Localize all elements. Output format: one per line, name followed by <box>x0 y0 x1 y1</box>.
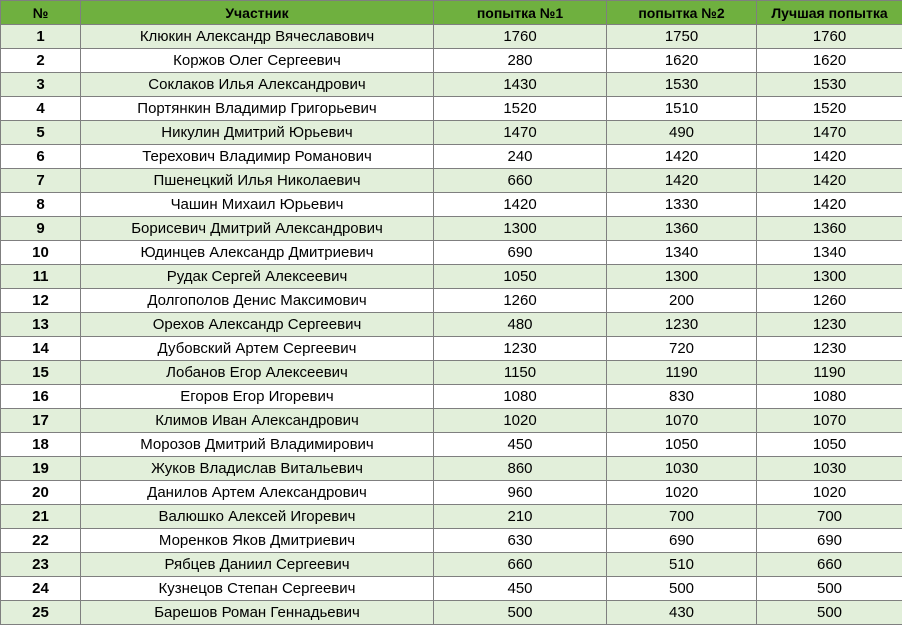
participant-name: Рябцев Даниил Сергеевич <box>81 553 434 577</box>
header-number: № <box>1 1 81 25</box>
row-number: 22 <box>1 529 81 553</box>
table-row <box>1 73 902 97</box>
table-row <box>1 289 902 313</box>
table-row <box>1 385 902 409</box>
table-header <box>1 1 902 25</box>
table-row <box>1 577 902 601</box>
attempt-2-score: 430 <box>607 601 757 625</box>
best-attempt-score: 1070 <box>757 409 902 433</box>
attempt-2-score: 1620 <box>607 49 757 73</box>
best-attempt-score: 1420 <box>757 145 902 169</box>
best-attempt-score: 1300 <box>757 265 902 289</box>
attempt-2-score: 1020 <box>607 481 757 505</box>
row-number: 13 <box>1 313 81 337</box>
attempt-1-score: 1760 <box>434 25 607 49</box>
attempt-2-score: 1420 <box>607 169 757 193</box>
best-attempt-score: 500 <box>757 577 902 601</box>
table-row <box>1 529 902 553</box>
attempt-2-score: 830 <box>607 385 757 409</box>
attempt-1-score: 240 <box>434 145 607 169</box>
best-attempt-score: 1030 <box>757 457 902 481</box>
row-number: 15 <box>1 361 81 385</box>
best-attempt-score: 1420 <box>757 193 902 217</box>
attempt-1-score: 450 <box>434 577 607 601</box>
table-row <box>1 313 902 337</box>
attempt-2-score: 1750 <box>607 25 757 49</box>
participant-name: Лобанов Егор Алексеевич <box>81 361 434 385</box>
attempt-2-score: 1300 <box>607 265 757 289</box>
attempt-1-score: 660 <box>434 169 607 193</box>
attempt-1-score: 1050 <box>434 265 607 289</box>
table-row <box>1 241 902 265</box>
participant-name: Барешов Роман Геннадьевич <box>81 601 434 625</box>
table-row <box>1 601 902 625</box>
row-number: 21 <box>1 505 81 529</box>
table-row <box>1 49 902 73</box>
attempt-2-score: 500 <box>607 577 757 601</box>
best-attempt-score: 690 <box>757 529 902 553</box>
attempt-1-score: 1470 <box>434 121 607 145</box>
attempt-1-score: 860 <box>434 457 607 481</box>
attempt-1-score: 1430 <box>434 73 607 97</box>
attempt-2-score: 720 <box>607 337 757 361</box>
attempt-2-score: 1360 <box>607 217 757 241</box>
attempt-1-score: 1230 <box>434 337 607 361</box>
participant-name: Соклаков Илья Александрович <box>81 73 434 97</box>
table-row <box>1 265 902 289</box>
best-attempt-score: 700 <box>757 505 902 529</box>
attempt-2-score: 1030 <box>607 457 757 481</box>
best-attempt-score: 1080 <box>757 385 902 409</box>
row-number: 25 <box>1 601 81 625</box>
participant-name: Пшенецкий Илья Николаевич <box>81 169 434 193</box>
table-row <box>1 97 902 121</box>
table-row <box>1 337 902 361</box>
row-number: 3 <box>1 73 81 97</box>
participant-name: Валюшко Алексей Игоревич <box>81 505 434 529</box>
attempt-2-score: 1070 <box>607 409 757 433</box>
attempt-2-score: 1330 <box>607 193 757 217</box>
attempt-1-score: 450 <box>434 433 607 457</box>
participant-name: Коржов Олег Сергеевич <box>81 49 434 73</box>
table-row <box>1 25 902 49</box>
row-number: 9 <box>1 217 81 241</box>
row-number: 19 <box>1 457 81 481</box>
table-row <box>1 505 902 529</box>
best-attempt-score: 660 <box>757 553 902 577</box>
table-row <box>1 433 902 457</box>
row-number: 23 <box>1 553 81 577</box>
attempt-1-score: 1080 <box>434 385 607 409</box>
attempt-2-score: 700 <box>607 505 757 529</box>
row-number: 6 <box>1 145 81 169</box>
attempt-1-score: 1150 <box>434 361 607 385</box>
attempt-2-score: 1190 <box>607 361 757 385</box>
participant-name: Чашин Михаил Юрьевич <box>81 193 434 217</box>
participant-name: Кузнецов Степан Сергеевич <box>81 577 434 601</box>
table-row <box>1 169 902 193</box>
best-attempt-score: 1420 <box>757 169 902 193</box>
table-row <box>1 217 902 241</box>
header-best-attempt: Лучшая попытка <box>757 1 902 25</box>
table-row <box>1 553 902 577</box>
table-row <box>1 193 902 217</box>
participant-name: Портянкин Владимир Григорьевич <box>81 97 434 121</box>
row-number: 24 <box>1 577 81 601</box>
header-participant: Участник <box>81 1 434 25</box>
table-row <box>1 145 902 169</box>
table-body <box>1 25 902 625</box>
participant-name: Моренков Яков Дмитриевич <box>81 529 434 553</box>
attempt-1-score: 1020 <box>434 409 607 433</box>
best-attempt-score: 1050 <box>757 433 902 457</box>
participant-name: Морозов Дмитрий Владимирович <box>81 433 434 457</box>
participant-name: Борисевич Дмитрий Александрович <box>81 217 434 241</box>
row-number: 11 <box>1 265 81 289</box>
participant-name: Никулин Дмитрий Юрьевич <box>81 121 434 145</box>
row-number: 20 <box>1 481 81 505</box>
attempt-1-score: 1300 <box>434 217 607 241</box>
table-row <box>1 409 902 433</box>
attempt-1-score: 1520 <box>434 97 607 121</box>
attempt-2-score: 1050 <box>607 433 757 457</box>
row-number: 1 <box>1 25 81 49</box>
attempt-1-score: 660 <box>434 553 607 577</box>
attempt-2-score: 1230 <box>607 313 757 337</box>
row-number: 8 <box>1 193 81 217</box>
participant-name: Орехов Александр Сергеевич <box>81 313 434 337</box>
participant-name: Климов Иван Александрович <box>81 409 434 433</box>
best-attempt-score: 1230 <box>757 313 902 337</box>
attempt-1-score: 630 <box>434 529 607 553</box>
row-number: 4 <box>1 97 81 121</box>
row-number: 2 <box>1 49 81 73</box>
best-attempt-score: 1360 <box>757 217 902 241</box>
participant-name: Егоров Егор Игоревич <box>81 385 434 409</box>
row-number: 5 <box>1 121 81 145</box>
best-attempt-score: 1190 <box>757 361 902 385</box>
attempt-2-score: 690 <box>607 529 757 553</box>
attempt-1-score: 480 <box>434 313 607 337</box>
row-number: 16 <box>1 385 81 409</box>
attempt-1-score: 1420 <box>434 193 607 217</box>
table-row <box>1 481 902 505</box>
row-number: 7 <box>1 169 81 193</box>
attempt-2-score: 1340 <box>607 241 757 265</box>
best-attempt-score: 1530 <box>757 73 902 97</box>
header-row <box>1 1 902 25</box>
table-row <box>1 457 902 481</box>
best-attempt-score: 1470 <box>757 121 902 145</box>
attempt-2-score: 490 <box>607 121 757 145</box>
attempt-2-score: 510 <box>607 553 757 577</box>
participant-name: Дубовский Артем Сергеевич <box>81 337 434 361</box>
best-attempt-score: 1760 <box>757 25 902 49</box>
best-attempt-score: 1340 <box>757 241 902 265</box>
best-attempt-score: 1520 <box>757 97 902 121</box>
participant-name: Клюкин Александр Вячеславович <box>81 25 434 49</box>
best-attempt-score: 500 <box>757 601 902 625</box>
attempt-2-score: 200 <box>607 289 757 313</box>
attempt-1-score: 210 <box>434 505 607 529</box>
row-number: 17 <box>1 409 81 433</box>
attempt-1-score: 1260 <box>434 289 607 313</box>
header-attempt-2: попытка №2 <box>607 1 757 25</box>
attempt-2-score: 1510 <box>607 97 757 121</box>
attempt-2-score: 1420 <box>607 145 757 169</box>
table-row <box>1 121 902 145</box>
row-number: 14 <box>1 337 81 361</box>
participant-name: Терехович Владимир Романович <box>81 145 434 169</box>
participant-name: Данилов Артем Александрович <box>81 481 434 505</box>
best-attempt-score: 1260 <box>757 289 902 313</box>
best-attempt-score: 1230 <box>757 337 902 361</box>
attempt-1-score: 280 <box>434 49 607 73</box>
participant-name: Рудак Сергей Алексеевич <box>81 265 434 289</box>
attempt-2-score: 1530 <box>607 73 757 97</box>
row-number: 12 <box>1 289 81 313</box>
attempt-1-score: 500 <box>434 601 607 625</box>
header-attempt-1: попытка №1 <box>434 1 607 25</box>
attempt-1-score: 960 <box>434 481 607 505</box>
participant-name: Юдинцев Александр Дмитриевич <box>81 241 434 265</box>
participant-name: Жуков Владислав Витальевич <box>81 457 434 481</box>
row-number: 10 <box>1 241 81 265</box>
attempt-1-score: 690 <box>434 241 607 265</box>
table-row <box>1 361 902 385</box>
best-attempt-score: 1620 <box>757 49 902 73</box>
row-number: 18 <box>1 433 81 457</box>
participant-name: Долгополов Денис Максимович <box>81 289 434 313</box>
best-attempt-score: 1020 <box>757 481 902 505</box>
